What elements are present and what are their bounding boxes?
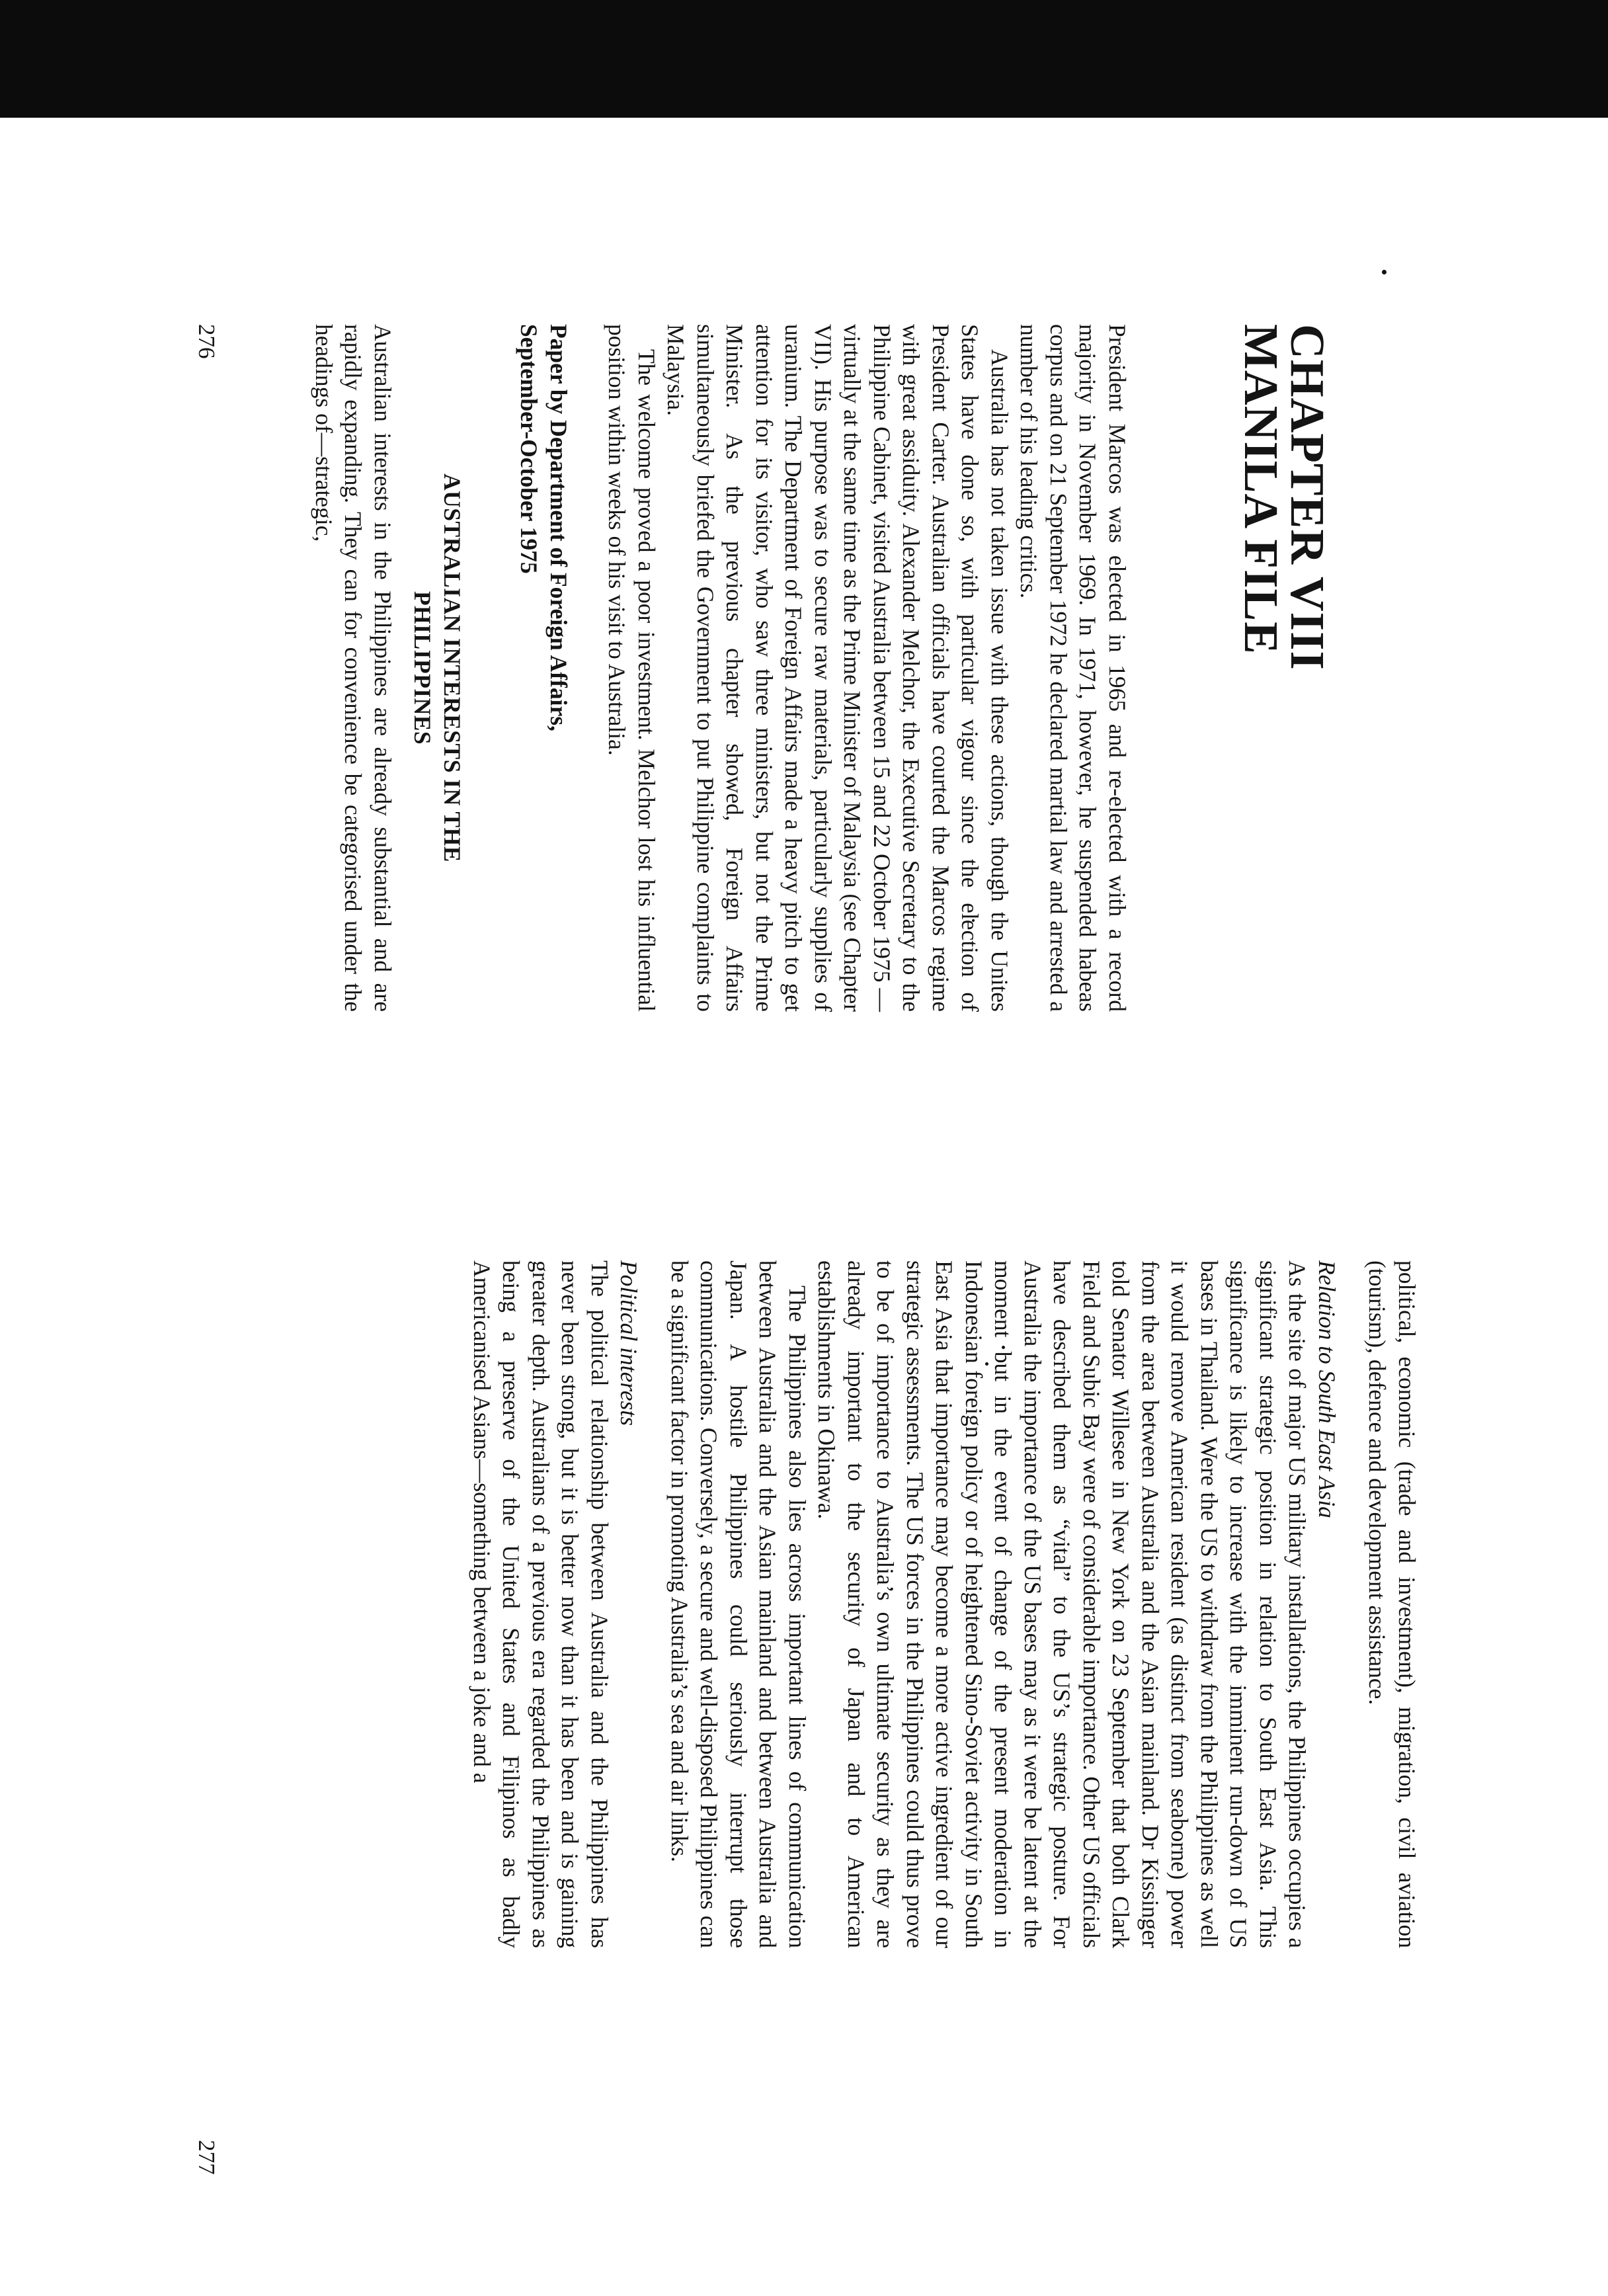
section-heading-line: AUSTRALIAN INTERESTS IN THE xyxy=(439,473,465,862)
chapter-number: CHAPTER VIII xyxy=(1281,324,1334,671)
source-line: September-October 1975 xyxy=(516,324,543,574)
body-paragraph: As the site of major US military installations, the Philippines occupies a significant strategic position in relation to South East Asia. This significance is likely to increase with the imminent run-down of US bases in Thailand. Were the US to withdraw from the Philippines as well it would remove American resident (as distinct from seaborne) power from the area between Australia and the Asian mainland. Dr Kissinger told Senator Willesee in New York on 23 September that both Clark Field and Subic Bay were of considerable importance. Other US officials have described them as “vital” to the US’s strategic posture. For Australia the importance of the US bases may as it were be latent at the moment but in the event of change of the present moderation in Indonesian foreign policy or of heightened Sino-Soviet activity in South East Asia that importance may become a more active ingredient of our strategic assessments. The US forces in the Philippines could thus prove to be of importance to Australia’s own ultimate security as they are already important to the security of Japan and to American establishments in Okinawa. xyxy=(813,1260,1311,1948)
subheading-political-interests: Political interests xyxy=(616,1260,643,1426)
document-source xyxy=(514,324,573,1012)
source-line: Paper by Department of Foreign Affairs, xyxy=(545,324,572,731)
body-paragraph: The political relationship between Australia and the Philippines has never been strong, but it is better now than it has been and is gaining greater depth. Australians of a previous era regarded the Philippines as being a preserve of the United States and Filipinos as badly Americanised Asians—something between a joke and a xyxy=(469,1260,613,1948)
intro-paragraph: Australia has not taken issue with these actions, though the Unites States have done so, with particular vigour since the election of President Carter. Australian officials have courted the Marcos regime with great assiduity. Alexander Melchor, the Executive Secretary to the Philippine Cabinet, visited Australia between 15 and 22 October 1975 — virtually at the same time as the Prime Minister of Malaysia (see Chapter VII). His purpose was to secure raw materials, particularly supplies of uranium. The Department of Foreign Affairs made a heavy pitch to get attention for its visitor, who saw three ministers, but not the Prime Minister. As the previous chapter showed, Foreign Affairs simultaneously briefed the Government to put Philippine complaints to Malaysia. xyxy=(663,324,1013,1012)
chapter-title: MANILA FILE xyxy=(1234,324,1288,655)
section-heading xyxy=(408,324,467,1012)
left-column xyxy=(309,324,1133,1012)
subheading-south-east-asia: Relation to South East Asia xyxy=(1314,1260,1340,1518)
section-paragraph: Australian interests in the Philippines are already substantial and are rapidly expanding. They can for convenience be categorised under the headings of—strategic, xyxy=(311,324,396,1012)
page-number: 277 xyxy=(194,2140,220,2175)
intro-paragraph: The welcome proved a poor investment. Melchor lost his influential position within weeks of his visit to Australia. xyxy=(604,324,660,1012)
intro-paragraph: President Marcos was elected in 1965 and re-elected with a record majority in November 1969. In 1971, however, he suspended habeas corpus and on 21 September 1972 he declared martial law and arrested a number of his leading critics. xyxy=(1016,324,1131,1012)
section-heading-line: PHILIPPINES xyxy=(409,591,436,745)
right-column xyxy=(467,1260,1422,1948)
body-paragraph: The Philippines also lies across important lines of communication between Australia and the Asian mainland and between Australia and Japan. A hostile Philippines could seriously interrupt those communications. Conversely, a secure and well-disposed Philippines can be a significant factor in promoting Australia’s sea and air links. xyxy=(666,1260,811,1948)
chapter-heading xyxy=(1234,324,1334,671)
continuation-paragraph: political, economic (trade and investment), migration, civil aviation (tourism), defence and development assistance. xyxy=(1364,1260,1420,1948)
page-277 xyxy=(0,1148,1608,2296)
page-number: 276 xyxy=(194,324,220,359)
